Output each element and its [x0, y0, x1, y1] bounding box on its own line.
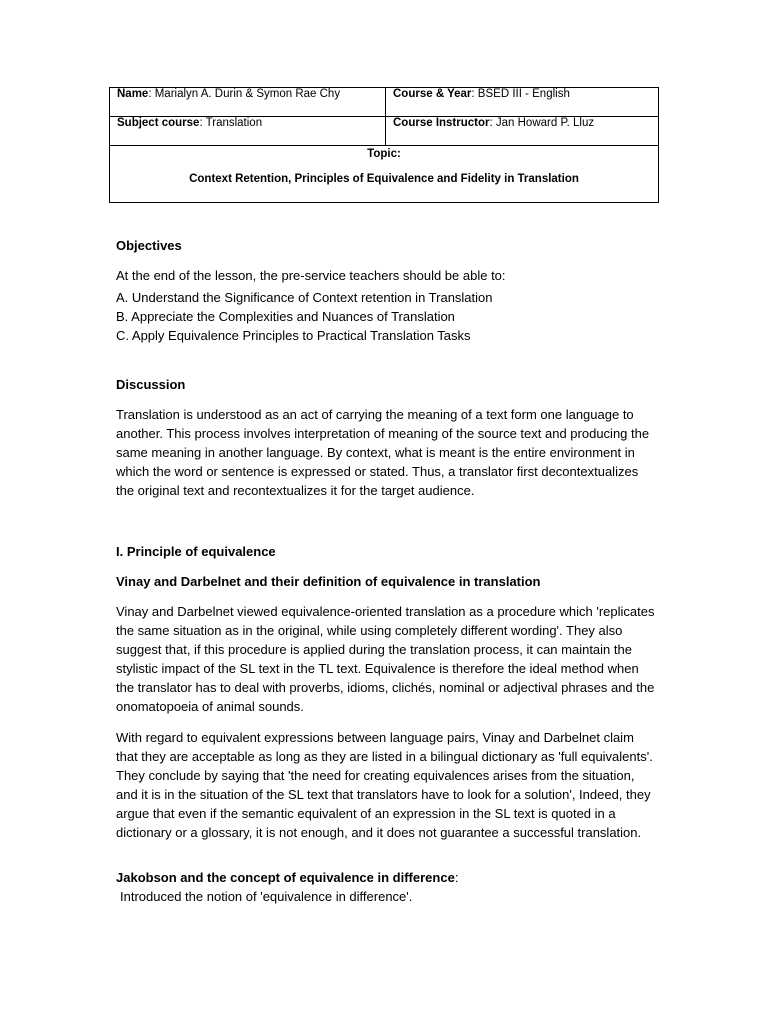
instructor-value: : Jan Howard P. Lluz: [489, 117, 595, 129]
discussion-paragraph: Translation is understood as an act of carrying the meaning of a text form one language to another. This process involves interpretation of meaning of the source text and producing the same meaning in another language. By context, what is meant is the entire environment in which the word or sentence is expressed or stated. Thus, a translator first decontextualizes the original text and recontextualizes it for the target audience.: [116, 407, 650, 498]
principle-paragraph-1: Vinay and Darbelnet viewed equivalence-oriented translation as a procedure which 'replicates the same situation as in the original, while using completely different wording'. They also suggest that, if this procedure is applied during the translation process, it can maintain the stylistic impact of the SL text in the TL text. Equivalence is therefore the ideal method when the translator has to deal with proverbs, idioms, clichés, nominal or adjectival phrases and the onomatopoeia of animal sounds.: [116, 604, 655, 714]
list-item: A. Understand the Significance of Context retention in Translation: [116, 290, 493, 305]
jakobson-colon: :: [454, 870, 459, 885]
course-year-cell: [386, 88, 659, 117]
subject-value: : Translation: [199, 117, 263, 129]
name-label: Name: [117, 88, 149, 100]
objectives-intro: At the end of the lesson, the pre-service teachers should be able to:: [116, 268, 506, 283]
topic-cell: [110, 146, 659, 203]
header-row-topic: [110, 146, 659, 203]
principle-paragraph-2: With regard to equivalent expressions between language pairs, Vinay and Darbelnet claim that they are acceptable as long as they are listed in a bilingual dictionary as 'full equivalents'. They conclude by saying that 'the need for creating equivalences arises from the situation, and it is in the situation of the SL text that translators have to look for a solution', Indeed, they argue that even if the semantic equivalent of an expression in the SL text is quoted in a dictionary or a glossary, it is not enough, and it does not guarantee a successful translation.: [116, 730, 653, 840]
instructor-cell: [386, 117, 659, 146]
subject-label: Subject course: [117, 117, 200, 129]
name-cell: [110, 88, 386, 117]
jakobson-line: Introduced the notion of 'equivalence in difference'.: [120, 889, 413, 904]
objectives-heading: Objectives: [116, 238, 182, 253]
header-row-name: [110, 88, 659, 117]
list-item: C. Apply Equivalence Principles to Practical Translation Tasks: [116, 328, 471, 343]
header-table: [109, 87, 659, 203]
list-item: B. Appreciate the Complexities and Nuances of Translation: [116, 309, 455, 324]
principle-subheading: Vinay and Darbelnet and their definition of equivalence in translation: [116, 574, 541, 589]
name-value: : Marialyn A. Durin & Symon Rae Chy: [148, 88, 341, 100]
topic-label: Topic:: [367, 148, 401, 160]
header-row-subject: [110, 117, 659, 146]
course-year-value: : BSED III - English: [471, 88, 570, 100]
subject-cell: [110, 117, 386, 146]
instructor-label: Course Instructor: [393, 117, 490, 129]
objectives-list: [116, 288, 656, 345]
principle-heading: I. Principle of equivalence: [116, 544, 276, 559]
document-body: [116, 236, 656, 906]
discussion-heading: Discussion: [116, 377, 186, 392]
course-year-label: Course & Year: [393, 88, 472, 100]
jakobson-heading: Jakobson and the concept of equivalence in difference: [116, 870, 455, 885]
topic-text: Context Retention, Principles of Equivalence and Fidelity in Translation: [189, 173, 579, 185]
jakobson-heading-line: [116, 868, 656, 887]
